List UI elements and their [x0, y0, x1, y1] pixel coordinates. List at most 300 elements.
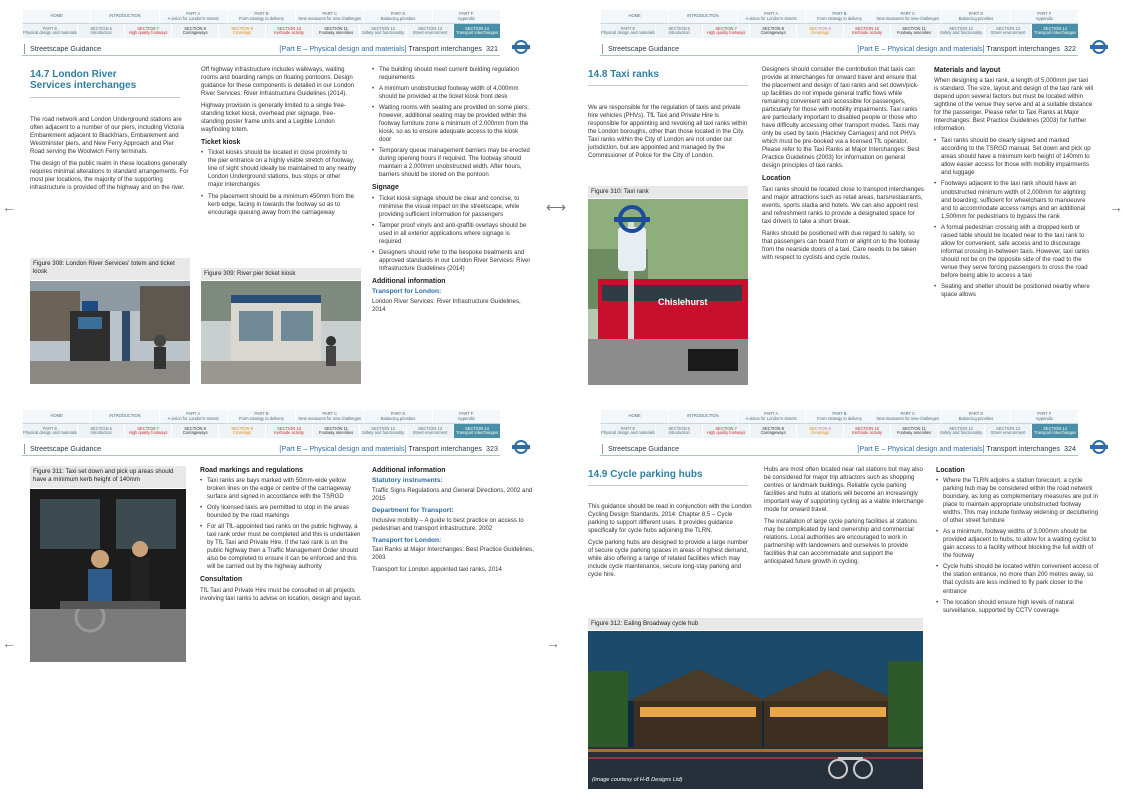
nav-section-6[interactable]	[77, 24, 124, 38]
nav-label: PART B	[254, 411, 269, 416]
nav-sublabel: New measures for new challenges	[876, 15, 940, 21]
nav-label: SECTION 13	[418, 25, 442, 31]
section-title: 14.7 London River Services interchanges	[30, 69, 137, 91]
nav-part-c[interactable]	[295, 10, 363, 24]
subheading: Additional information	[372, 467, 446, 474]
nav-part-c[interactable]	[873, 410, 941, 424]
nav-label: SECTION 7	[715, 425, 737, 431]
page-321	[0, 0, 545, 392]
nav-part-d[interactable]	[941, 410, 1009, 424]
nav-part-e[interactable]	[22, 24, 77, 38]
nav-section-10[interactable]	[843, 24, 890, 38]
reference-text: London River Services: River Infrastructure Guidelines, 2014	[372, 297, 521, 313]
list-item: • Ticket kiosk signage should be clear and concise, to minimise the visual impact on the streetscape, while providing sufficient information for passengers	[372, 195, 532, 219]
header-part: [Part E – Physical design and materials]	[279, 44, 407, 53]
reference-text: Inclusive mobility – A guide to best practice on access to pedestrian and transport infrastructure, 2002	[372, 516, 524, 532]
nav-label: PART D	[390, 11, 406, 16]
nav-label: PART D	[968, 11, 984, 16]
taxi-rank-photo	[588, 199, 748, 385]
nav-label: SECTION 7	[137, 425, 159, 431]
nav-row-parts	[600, 10, 1078, 24]
page-number: 323	[486, 444, 498, 453]
nav-label: PART D	[968, 411, 984, 416]
nav-sublabel: Footway amenities	[319, 430, 354, 435]
nav-sublabel: High quality footways	[128, 430, 168, 435]
column-3	[934, 66, 1094, 303]
figure-caption: Figure 312: Ealing Broadway cycle hub	[588, 618, 923, 630]
nav-label: SECTION 6	[90, 25, 112, 31]
nav-part-a[interactable]	[159, 10, 227, 24]
nav-label: SECTION 14	[465, 425, 489, 431]
header-divider	[602, 444, 603, 454]
page-number: 324	[1064, 444, 1076, 453]
list-item: • A formal pedestrian crossing with a dropped kerb or raised table should be located near to the taxi rank to allow for convenient, safe access and to discourage informal crossing in-between taxis. However, taxi ranks should not be on the opposite side of the road to the venue they serve forcing passengers to cross the road before being able to access a taxi	[934, 224, 1094, 280]
nav-part-b[interactable]	[227, 410, 295, 424]
header-section	[857, 444, 1076, 453]
nav-section-13[interactable]	[406, 424, 453, 438]
nav-label: PART C	[900, 411, 916, 416]
kiosk-list-continued	[372, 66, 532, 179]
page-324	[578, 400, 1123, 792]
nav-section-8[interactable]	[749, 424, 796, 438]
nav-label: PART E	[620, 425, 636, 431]
header-section	[279, 444, 498, 453]
nav-sublabel: Carriageways	[760, 430, 786, 435]
nav-row-parts	[600, 410, 1078, 424]
column-1	[588, 503, 752, 583]
nav-label: SECTION 11	[324, 25, 348, 31]
location-list	[936, 477, 1100, 615]
nav-part-a[interactable]	[737, 10, 805, 24]
list-item: • A minimum unobstructed footway width of 4,000mm should be provided at the ticket kiosk front desk	[372, 85, 532, 101]
nav-section-8[interactable]	[171, 24, 218, 38]
nav-section-14[interactable]	[1031, 424, 1078, 438]
tfl-roundel-icon[interactable]	[514, 440, 528, 454]
nav-sublabel: Appendix	[1035, 15, 1053, 21]
nav-section-9[interactable]	[218, 24, 265, 38]
section-title: 14.8 Taxi ranks	[588, 69, 659, 80]
list-item: • Where the TLRN adjoins a station forecourt, a cycle parking hub may be considered within the road network boundary, as long as complementary measures are put in place to maintain appropriate unobstructed footway widths. This may include footway widening or decluttering of other street furniture	[936, 477, 1100, 525]
nav-label: SECTION 12	[371, 25, 395, 31]
section-navigation	[600, 410, 1078, 438]
list-item: • The building should meet current building regulation requirements	[372, 66, 532, 82]
nav-section-13[interactable]	[406, 24, 453, 38]
nav-label: INTRODUCTION	[687, 13, 719, 19]
section-navigation	[22, 10, 500, 38]
nav-sublabel: High quality footways	[128, 30, 168, 35]
nav-sublabel: Transport interchanges	[456, 30, 498, 35]
nav-section-9[interactable]	[218, 424, 265, 438]
header-section-name: Transport interchanges	[986, 444, 1060, 453]
nav-sublabel: High quality footways	[706, 430, 746, 435]
nav-label: SECTION 6	[668, 425, 690, 431]
body-paragraph: The installation of large cycle parking facilities at stations may be complicated by land ownership and commercial relations. Local authorities are encouraged to work in partnership with landowners and ourselves to provide facilities that can accommodate and support the anticipated future growth in cycling.	[764, 518, 918, 566]
nav-label: PART C	[322, 411, 338, 416]
column-3	[936, 466, 1100, 619]
nav-label: PART F	[1037, 11, 1052, 16]
nav-introduction[interactable]	[668, 410, 736, 424]
subheading: Road markings and regulations	[200, 467, 303, 474]
nav-sublabel: New measures for new challenges	[298, 15, 362, 21]
nav-label: PART B	[832, 11, 847, 16]
list-item: • Only licensed taxis are permitted to stop in the areas bounded by the road markings	[200, 504, 362, 520]
nav-section-9[interactable]	[796, 424, 843, 438]
nav-sublabel: Balancing priorities	[380, 415, 416, 421]
nav-sublabel: Physical design and materials	[23, 430, 78, 435]
nav-label: INTRODUCTION	[109, 413, 141, 419]
nav-section-6[interactable]	[77, 424, 124, 438]
nav-section-6[interactable]	[655, 424, 702, 438]
tfl-roundel-icon[interactable]	[1092, 440, 1106, 454]
nav-label: PART A	[186, 11, 201, 16]
nav-label: SECTION 6	[668, 25, 690, 31]
nav-label: SECTION 13	[418, 425, 442, 431]
nav-label: SECTION 10	[277, 25, 302, 31]
nav-sublabel: Safety and functionality	[361, 30, 405, 35]
list-item: • For all TfL-appointed taxi ranks on the public highway, a taxi rank order must be completed and this is undertaken by TfL Taxi and Private Hire. If the taxi rank is on the public highway then a Traffic Management Order should also be completed to ensure it can be enforced and this will be carried out by the highway authority	[200, 523, 362, 571]
bus-destination-text: Chislehurst	[658, 297, 708, 307]
nav-label: SECTION 7	[715, 25, 737, 31]
nav-home[interactable]	[22, 410, 90, 424]
nav-part-c[interactable]	[295, 410, 363, 424]
nav-sublabel: From strategy to delivery	[238, 15, 284, 21]
nav-sublabel: High quality footways	[706, 30, 746, 35]
nav-label: SECTION 13	[996, 25, 1020, 31]
subheading: Additional information	[372, 277, 446, 285]
nav-section-14[interactable]	[453, 24, 500, 38]
nav-label: PART F	[459, 411, 474, 416]
body-paragraph: TfL Taxi and Private Hire must be consulted in all projects involving taxi ranks to advise on location, design and layout.	[200, 586, 362, 602]
tfl-roundel-icon[interactable]	[514, 40, 528, 54]
nav-sublabel: A vision for London's streets	[745, 415, 797, 421]
page-header	[600, 42, 1078, 56]
header-divider	[24, 44, 25, 54]
nav-sublabel: From strategy to delivery	[816, 15, 862, 21]
body-paragraph: Hubs are most often located near rail stations but may also be considered for major trip attractors such as shopping centres or landmark buildings. Reliable cycle parking facilities and hubs at stations will become an increasingly important way of supporting cycling as a viable interchange mode for onward travel.	[764, 466, 924, 514]
nav-label: SECTION 8	[762, 425, 784, 431]
previous-page-arrow-icon[interactable]: ←	[2, 635, 16, 651]
nav-sublabel: Introduction	[668, 30, 690, 35]
nav-sublabel: Crossings	[811, 430, 830, 435]
body-paragraph: Ranks should be positioned with due regard to safety, so that passengers can board from or alight on to the footway from the nearside doors of a taxi. Care needs to be taken with respect to cyclists and cycle routes.	[762, 229, 920, 261]
nav-label: SECTION 10	[855, 425, 880, 431]
nav-home[interactable]	[600, 10, 668, 24]
nav-label: SECTION 7	[137, 25, 159, 31]
reference-text: Transport for London appointed taxi ranks, 2014	[372, 566, 502, 574]
header-section-name: Transport interchanges	[408, 444, 482, 453]
nav-sublabel: Street environment	[412, 30, 448, 35]
nav-sublabel: Appendix	[1035, 415, 1053, 421]
nav-part-e[interactable]	[600, 24, 655, 38]
document-title: Streetscape Guidance	[608, 444, 680, 453]
header-section	[857, 44, 1076, 53]
nav-label: PART A	[764, 11, 779, 16]
nav-home[interactable]	[22, 10, 90, 24]
nav-part-b[interactable]	[805, 10, 873, 24]
nav-sublabel: A vision for London's streets	[745, 15, 797, 21]
nav-label: SECTION 12	[371, 425, 395, 431]
list-item: • Taxi ranks are bays marked with 50mm-wide yellow broken lines on the edge or centre of the carriageway surface and signed in accordance with the TSRGD	[200, 477, 362, 501]
nav-section-12[interactable]	[937, 424, 984, 438]
nav-sublabel: New measures for new challenges	[876, 415, 940, 421]
nav-sublabel: Street environment	[990, 30, 1026, 35]
nav-sublabel: Physical design and materials	[23, 30, 78, 35]
nav-sublabel: Transport interchanges	[1034, 30, 1076, 35]
nav-sublabel: Safety and functionality	[939, 430, 983, 435]
page-number: 322	[1064, 44, 1076, 53]
nav-section-7[interactable]	[124, 424, 171, 438]
nav-sublabel: Carriageways	[182, 30, 208, 35]
page-header	[600, 442, 1078, 456]
document-title: Streetscape Guidance	[30, 444, 102, 453]
nav-section-12[interactable]	[359, 424, 406, 438]
document-title: Streetscape Guidance	[30, 44, 102, 53]
header-section	[279, 44, 498, 53]
nav-section-12[interactable]	[937, 24, 984, 38]
nav-label: HOME	[628, 13, 641, 19]
nav-section-11[interactable]	[312, 24, 359, 38]
nav-sublabel: Introduction	[668, 430, 690, 435]
nav-label: SECTION 8	[184, 425, 206, 431]
nav-sublabel: Balancing priorities	[380, 15, 416, 21]
figure-caption: Figure 309: River pier ticket kiosk	[201, 268, 361, 280]
nav-row-parts	[22, 10, 500, 24]
nav-label: PART F	[1037, 411, 1052, 416]
nav-home[interactable]	[600, 410, 668, 424]
nav-section-10[interactable]	[843, 424, 890, 438]
nav-label: SECTION 14	[1043, 425, 1067, 431]
nav-label: PART D	[390, 411, 406, 416]
nav-section-10[interactable]	[265, 424, 312, 438]
figure-310-photo	[588, 199, 748, 385]
list-item: • Ticket kiosks should be located in close proximity to the pier entrance on a highly visible stretch of footway, line of sight should ideally be maintained to any nearby London Underground stations, bus stops or other major interchanges	[201, 149, 357, 189]
nav-row-sections	[600, 24, 1078, 38]
list-item: • As a minimum, footway widths of 3,000mm should be provided adjacent to hubs, to allow for a waiting cyclist to gain access to a facility without blocking the full width of the footway	[936, 528, 1100, 560]
nav-part-e[interactable]	[600, 424, 655, 438]
materials-list	[934, 137, 1094, 299]
intro-paragraph: Cycle parking hubs are designed to provide a large number of secure cycle parking spaces in areas of highest demand, while also offering a range of related facilities which may include cycle maintenance, secure long-stay parking and cycle hire.	[588, 539, 749, 579]
nav-label: PART C	[322, 11, 338, 16]
column-3	[372, 66, 532, 318]
nav-section-13[interactable]	[984, 24, 1031, 38]
nav-part-a[interactable]	[737, 410, 805, 424]
nav-sublabel: Footway amenities	[897, 30, 932, 35]
nav-part-f[interactable]	[432, 10, 500, 24]
nav-label: HOME	[50, 413, 63, 419]
nav-sublabel: Kerbside activity	[274, 430, 304, 435]
nav-label: PART F	[459, 11, 474, 16]
nav-label: INTRODUCTION	[109, 13, 141, 19]
section-navigation	[22, 410, 500, 438]
nav-introduction[interactable]	[90, 410, 158, 424]
column-1	[588, 104, 748, 164]
nav-sublabel: Balancing priorities	[958, 415, 994, 421]
page-323	[0, 400, 560, 792]
nav-label: SECTION 10	[855, 25, 880, 31]
nav-label: INTRODUCTION	[687, 413, 719, 419]
nav-part-d[interactable]	[363, 10, 431, 24]
title-underline	[588, 485, 748, 486]
list-item: • Temporary queue management barriers may be erected during opening hours if required. The footway should maintain a 2,000mm unobstructed width. After hours, barriers should be stored on the pontoon	[372, 147, 532, 179]
nav-label: SECTION 11	[324, 425, 348, 431]
nav-label: PART B	[254, 11, 269, 16]
nav-section-7[interactable]	[702, 424, 749, 438]
kiosk-street-photo	[30, 281, 190, 384]
nav-label: SECTION 13	[996, 425, 1020, 431]
nav-sublabel: Crossings	[233, 30, 252, 35]
nav-label: SECTION 11	[902, 425, 926, 431]
body-paragraph: Designers should consider the contribution that taxis can provide at interchanges for onward travel and ensure that the placement and design of taxi ranks and set down/pick-up facilities do not impede general traffic flows while remaining convenient and accessible for passengers, particularly for those with mobility impairments. Taxi ranks are particularly important to disabled people or those who have difficulty accessing other transport modes. Taxis may only be used by taxis (Hackney Carriages) and not PHVs which must be pre-booked via a licensed TfL operator. Please refer to the Taxi Ranks at Major Interchanges: Best Practice Guidelines (2003) for information on general design principles of taxi ranks.	[762, 66, 920, 170]
nav-section-10[interactable]	[265, 24, 312, 38]
subheading: Consultation	[200, 576, 243, 584]
body-paragraph: When designing a taxi rank, a length of 5,000mm per taxi is standard. The size, layout and design of the taxi rank will depend upon several factors but must be located within sightline of the venue they serve and at a suitable distance for the passenger. Please refer to Taxi Ranks at Major Interchanges: Best Practice Guidelines (2003) for further information.	[934, 77, 1094, 133]
next-page-arrow-icon[interactable]: →	[546, 635, 560, 651]
nav-section-13[interactable]	[984, 424, 1031, 438]
figure-caption: Figure 311: Taxi set down and pick up areas should have a minimum kerb height of 140mm	[30, 466, 186, 488]
tfl-roundel-icon[interactable]	[1092, 40, 1106, 54]
reference-publisher: Department for Transport:	[372, 506, 454, 514]
column-2	[200, 466, 362, 607]
nav-part-c[interactable]	[873, 10, 941, 24]
subheading: Signage	[372, 184, 399, 192]
previous-page-arrow-icon[interactable]: ←	[2, 199, 16, 215]
nav-sublabel: A vision for London's streets	[167, 415, 219, 421]
nav-part-d[interactable]	[363, 410, 431, 424]
nav-label: HOME	[50, 13, 63, 19]
document-title: Streetscape Guidance	[608, 44, 680, 53]
next-page-arrow-icon[interactable]: →	[1109, 199, 1123, 215]
nav-label: SECTION 12	[949, 425, 973, 431]
nav-section-7[interactable]	[702, 24, 749, 38]
nav-label: SECTION 8	[762, 25, 784, 31]
nav-row-sections	[22, 24, 500, 38]
nav-sublabel: Kerbside activity	[274, 30, 304, 35]
nav-sublabel: From strategy to delivery	[238, 415, 284, 421]
nav-label: SECTION 8	[184, 25, 206, 31]
nav-sublabel: Transport interchanges	[1034, 430, 1076, 435]
page-header	[22, 42, 500, 56]
nav-section-9[interactable]	[796, 24, 843, 38]
nav-sublabel: Crossings	[233, 430, 252, 435]
page-322	[546, 0, 1123, 392]
nav-label: PART B	[832, 411, 847, 416]
nav-label: SECTION 9	[809, 425, 831, 431]
nav-section-8[interactable]	[171, 424, 218, 438]
nav-sublabel: Footway amenities	[897, 430, 932, 435]
nav-section-7[interactable]	[124, 24, 171, 38]
reference-text: Traffic Signs Regulations and General Directions, 2002 and 2015	[372, 486, 533, 502]
nav-label: PART E	[620, 25, 636, 31]
nav-section-14[interactable]	[453, 424, 500, 438]
taxi-wheelchair-photo	[30, 489, 186, 662]
subheading: Location	[762, 175, 791, 183]
nav-part-e[interactable]	[22, 424, 77, 438]
nav-sublabel: Kerbside activity	[852, 30, 882, 35]
nav-sublabel: Footway amenities	[319, 30, 354, 35]
nav-sublabel: Introduction	[90, 30, 112, 35]
nav-row-sections	[600, 424, 1078, 438]
list-item: • Tamper proof vinyls and anti-graffiti overlays should be used in all exterior applications where signage is required	[372, 222, 532, 246]
section-title: 14.9 Cycle parking hubs	[588, 469, 703, 480]
nav-label: SECTION 14	[465, 25, 489, 31]
header-divider	[602, 44, 603, 54]
nav-part-d[interactable]	[941, 10, 1009, 24]
figure-caption: Figure 308: London River Services' totem and ticket kiosk	[30, 258, 190, 280]
nav-label: PART A	[764, 411, 779, 416]
spread-arrows-icon[interactable]: ⟷	[546, 199, 567, 215]
nav-part-b[interactable]	[227, 10, 295, 24]
nav-sublabel: Physical design and materials	[601, 430, 656, 435]
nav-label: PART E	[42, 425, 58, 431]
title-underline	[30, 97, 180, 98]
nav-section-14[interactable]	[1031, 24, 1078, 38]
nav-section-6[interactable]	[655, 24, 702, 38]
nav-introduction[interactable]	[668, 10, 736, 24]
nav-part-b[interactable]	[805, 410, 873, 424]
list-item: • The location should ensure high levels of natural surveillance, supported by CCTV coverage	[936, 599, 1100, 615]
header-section-name: Transport interchanges	[986, 44, 1060, 53]
nav-section-12[interactable]	[359, 24, 406, 38]
page-number: 321	[486, 44, 498, 53]
nav-sublabel: From strategy to delivery	[816, 415, 862, 421]
figure-309-photo	[201, 281, 361, 384]
nav-part-f[interactable]	[432, 410, 500, 424]
header-part: [Part E – Physical design and materials]	[279, 444, 407, 453]
nav-part-f[interactable]	[1010, 10, 1078, 24]
figure-312-photo	[588, 631, 923, 789]
intro-paragraph: The design of the public realm in these locations generally requires minimal alterations to standard arrangements. For most pier locations, the majority of the supporting infrastructure is provided off the highway and on the river.	[30, 160, 189, 192]
image-credit: (Image courtesy of H-B Designs Ltd)	[592, 777, 683, 783]
nav-label: SECTION 14	[1043, 25, 1067, 31]
nav-section-8[interactable]	[749, 24, 796, 38]
subheading: Ticket kiosk	[201, 139, 241, 147]
nav-sublabel: Introduction	[90, 430, 112, 435]
column-2	[762, 66, 924, 266]
list-item: • Taxi ranks should be clearly signed and marked according to the TSRGD manual. Set down and pick up areas should have a minimum kerb height of 140mm to allow easier access for those with mobility impairments and luggage	[934, 137, 1094, 177]
reference-publisher: Transport for London:	[372, 287, 442, 295]
nav-label: PART C	[900, 11, 916, 16]
nav-section-11[interactable]	[312, 424, 359, 438]
column-3	[372, 466, 536, 578]
list-item: • Footways adjacent to the taxi rank should have an unobstructed minimum width of 2,000mm for alighting and boarding; sufficient for wheelchairs to manoeuvre and to accommodate access ramps and an additional 1,500mm for pedestrians to bypass the rank	[934, 180, 1094, 220]
nav-part-f[interactable]	[1010, 410, 1078, 424]
nav-section-11[interactable]	[890, 424, 937, 438]
nav-label: SECTION 9	[231, 425, 253, 431]
nav-introduction[interactable]	[90, 10, 158, 24]
cycle-hub-photo	[588, 631, 923, 789]
nav-sublabel: Carriageways	[760, 30, 786, 35]
body-paragraph: Highway provision is generally limited to a single free-standing ticket kiosk, overhead pier signage, free-standing poster frame units and a Legible London wayfinding totem.	[201, 102, 346, 134]
body-paragraph: Taxi ranks should be located close to transport interchanges and major attractions such as retail areas, bars/restaurants, events, sports stadia and hotels. We can also appoint rest and refreshment ranks to provide a designated space for taxi drivers to take a short break.	[762, 185, 924, 225]
title-underline	[588, 85, 748, 86]
nav-row-parts	[22, 410, 500, 424]
nav-label: PART E	[42, 25, 58, 31]
header-part: [Part E – Physical design and materials]	[857, 44, 985, 53]
nav-sublabel: New measures for new challenges	[298, 415, 362, 421]
nav-sublabel: Safety and functionality	[361, 430, 405, 435]
nav-sublabel: Crossings	[811, 30, 830, 35]
nav-part-a[interactable]	[159, 410, 227, 424]
page-header	[22, 442, 500, 456]
nav-sublabel: Safety and functionality	[939, 30, 983, 35]
nav-row-sections	[22, 424, 500, 438]
column-1	[30, 116, 190, 196]
list-item: • The placement should be a minimum 450mm from the kerb edge, facing in towards the footway so as to encourage queuing away from the carriageway	[201, 193, 357, 217]
nav-section-11[interactable]	[890, 24, 937, 38]
nav-label: SECTION 11	[902, 25, 926, 31]
nav-label: SECTION 9	[231, 25, 253, 31]
reference-text: Taxi Ranks at Major Interchanges: Best Practice Guidelines, 2003	[372, 546, 534, 562]
